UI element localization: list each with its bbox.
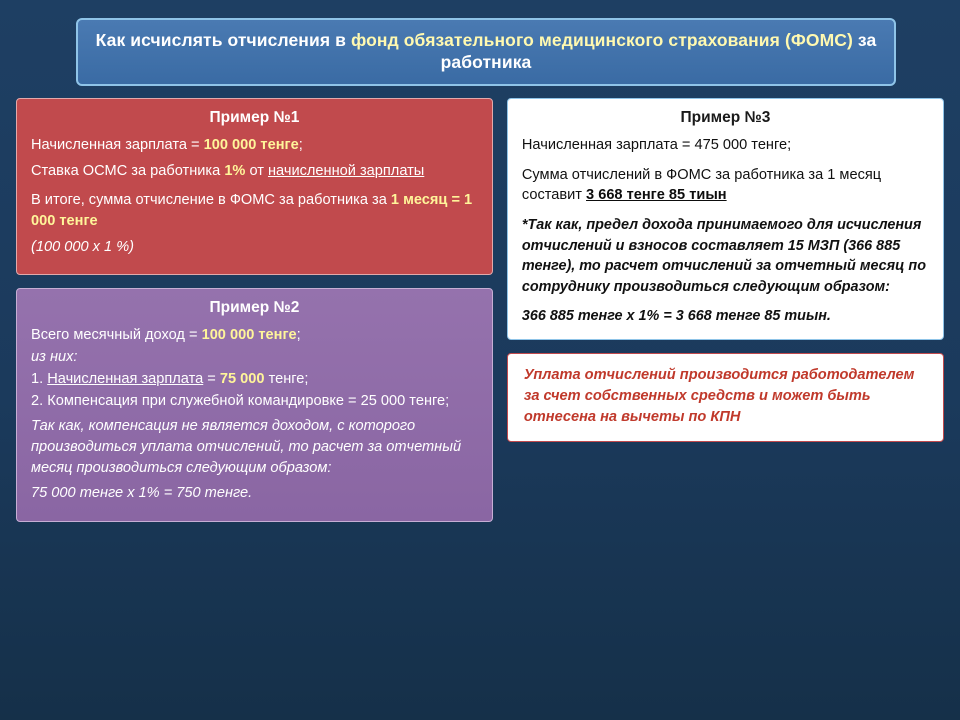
example1-line-1-value: 100 000 тенге [203, 136, 299, 153]
right-column [507, 98, 944, 442]
example3-note-c: , то расчет отчислений за отчетный месяц по сотруднику производиться следующим образом: [521, 258, 926, 296]
example2-formula: 75 000 тенге х 1% = 750 тенге. [31, 485, 253, 502]
example1-line-1-a: Начисленная зарплата = [31, 136, 204, 153]
example1-line-1-c: ; [298, 136, 303, 153]
example3-formula: 366 885 тенге х 1% = 3 668 тенге 85 тиын. [521, 307, 831, 324]
card-example-3 [507, 98, 944, 340]
example1-line-2-a: Ставка ОСМС за работника [31, 162, 225, 179]
example3-result: 3 668 тенге 85 тиын [586, 187, 727, 204]
example2-salary-value: 75 000 [219, 370, 265, 387]
title-highlight: фонд обязательного медицинского страхования (ФОМС) [350, 30, 853, 50]
card-example-1-heading: Пример №1 [209, 108, 300, 126]
example2-line-1 [31, 325, 478, 346]
example3-note [522, 215, 929, 298]
example2-line-1-c: ; [296, 327, 301, 344]
example1-line-3 [31, 190, 478, 231]
example2-line-3-e: тенге; [264, 370, 309, 387]
title-part2: за работника [440, 30, 877, 73]
example3-note-a: *Так как, предел дохода принимаемого для исчисления отчислений и взносов составляет [521, 216, 922, 254]
card-footer-note [507, 353, 944, 442]
example2-line-4: 2. Компенсация при служебной командировке = 25 000 тенге; [31, 392, 450, 409]
footer-note-text: Уплата отчислений производится работодателем за счет собственных средств и может быть отнесена на вычеты по КПН [523, 366, 915, 425]
example1-rate: 1% [224, 162, 246, 179]
left-column [16, 98, 493, 522]
example1-line-4: (100 000 х 1 %) [31, 238, 135, 255]
example2-line-3 [31, 369, 478, 390]
card-example-1 [16, 98, 493, 276]
example3-limit-value: 15 МЗП (366 885 тенге) [521, 237, 901, 275]
example2-line-2: из них: [31, 349, 78, 366]
example3-line-2-a: Сумма отчислений в ФОМС за работника за 1 месяц составит [521, 166, 882, 204]
page-title-text [92, 29, 880, 74]
example1-line-3-a: В итоге, сумма отчисление в ФОМС за работника за [31, 192, 391, 209]
example3-line-1: Начисленная зарплата = 475 000 тенге; [521, 136, 792, 153]
example2-line-3-c: = [203, 370, 220, 387]
title-part1: Как исчислять отчисления в [95, 30, 351, 50]
content-columns [12, 98, 948, 522]
example2-line-5: Так как, компенсация не является доходом, с которого производиться уплата отчислений, то расчет за отчетный месяц производиться следующим образом: [31, 418, 462, 476]
card-example-3-heading: Пример №3 [680, 108, 771, 126]
example1-line-2-underlined: начисленной зарплаты [268, 162, 425, 179]
page-title [76, 18, 896, 86]
example1-line-1 [31, 135, 478, 156]
example2-line-1-a: Всего месячный доход = [31, 327, 202, 344]
card-example-2 [16, 288, 493, 522]
card-example-2-heading: Пример №2 [209, 299, 300, 317]
example1-line-2 [31, 161, 478, 182]
example3-line-2 [522, 165, 929, 206]
example1-line-2-c: от [245, 162, 268, 179]
example2-line-3-underlined: Начисленная зарплата [47, 370, 204, 387]
example1-result: 1 месяц = 1 000 тенге [31, 192, 473, 229]
example2-line-3-a: 1. [31, 370, 48, 387]
example2-income-value: 100 000 тенге [201, 327, 297, 344]
